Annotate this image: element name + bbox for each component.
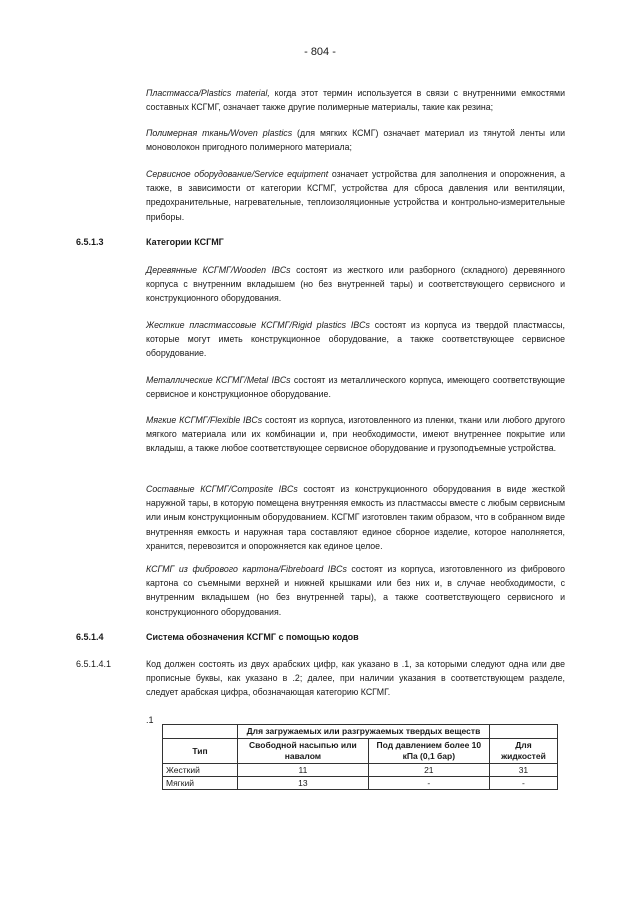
term: Составные КСГМГ/Composite IBCs bbox=[146, 484, 298, 494]
cell-pressure: 21 bbox=[368, 764, 489, 777]
cell-liquids: - bbox=[489, 777, 557, 790]
table-row bbox=[163, 764, 558, 777]
section-number: 6.5.1.4 bbox=[76, 632, 104, 642]
header-pressure: Под давлением более 10 кПа (0,1 бар) bbox=[368, 739, 489, 764]
header-liquids: Для жидкостей bbox=[489, 739, 557, 764]
cell-type: Жесткий bbox=[163, 764, 238, 777]
cell-liquids: 31 bbox=[489, 764, 557, 777]
category-fibreboard bbox=[146, 562, 565, 619]
category-flexible bbox=[146, 413, 565, 456]
category-wooden bbox=[146, 263, 565, 306]
header-solids-group: Для загружаемых или разгружаемых твердых веществ bbox=[238, 725, 490, 739]
table-marker: .1 bbox=[146, 715, 154, 725]
table-row bbox=[163, 777, 558, 790]
header-type: Тип bbox=[163, 739, 238, 764]
term: Металлические КСГМГ/Metal IBCs bbox=[146, 375, 291, 385]
header-gravity: Свободной насыпью или навалом bbox=[238, 739, 369, 764]
definition-text: состоят из корпуса, изготовленного из фибрового картона со съемными верхней и нижней крышками или без них и, в случае необходимости, с внутренним вкладышем (но без внутренней тары), а также соответствующего сервисного и конструкционного оборудования. bbox=[146, 564, 565, 617]
header-empty-cell bbox=[163, 725, 238, 739]
term: Пластмасса/Plastics material, bbox=[146, 88, 270, 98]
header-empty-cell bbox=[489, 725, 557, 739]
definition-service-equipment bbox=[146, 167, 565, 224]
term: Жесткие пластмассовые КСГМГ/Rigid plastics IBCs bbox=[146, 320, 370, 330]
term: Деревянные КСГМГ/Wooden IBCs bbox=[146, 265, 291, 275]
category-metal bbox=[146, 373, 565, 401]
subsection-text: Код должен состоять из двух арабских цифр, как указано в .1, за которыми следуют одна или две прописные буквы, как указано в .2; далее, при наличии указания в соответствующем разделе, следует арабская цифра, обозначающая категорию КСГМГ. bbox=[146, 659, 565, 698]
page-number: - 804 - bbox=[304, 46, 336, 58]
term: Полимерная ткань/Woven plastics bbox=[146, 128, 293, 138]
definition-text: состоят из корпуса из твердой пластмассы, которые могут иметь конструкционное оборудование, а также соответствующее сервисное оборудование. bbox=[146, 320, 565, 359]
definition-text: состоят из жесткого или разборного (складного) деревянного корпуса с внутренним вкладышем (но без внутренней тары) и соответствующего сервисного и конструкционного оборудования. bbox=[146, 265, 565, 304]
category-composite bbox=[146, 482, 565, 553]
cell-gravity: 11 bbox=[238, 764, 369, 777]
definition-text: означает устройства для заполнения и опорожнения, а также, в зависимости от категории КСГМГ, устройства для сброса давления или вентиляции, предохранительные, нагревательные, теплоизоляционные устройства и контрольно-измерительные приборы. bbox=[146, 169, 565, 222]
definition-text: состоят из металлического корпуса, имеющего соответствующие сервисное и конструкционное оборудование. bbox=[146, 375, 565, 400]
ibc-code-table bbox=[162, 724, 558, 790]
definition-woven-plastics bbox=[146, 126, 565, 154]
term: Сервисное оборудование/Service equipment bbox=[146, 169, 329, 179]
cell-pressure: - bbox=[368, 777, 489, 790]
section-title: Категории КСГМГ bbox=[146, 237, 224, 247]
definition-text: состоят из конструкционного оборудования в виде жесткой наружной тары, в которую помещена внутренняя емкость из пластмассы вместе с любым сервисным или иным конструкционным оборудованием. КСГМГ изготовлен таким образом, что в собранном виде внутренняя емкость и наружная тара составляют единое сборное изделие, которое наполняется, хранится, перевозится и опорожняется как единое целое. bbox=[146, 484, 566, 551]
table-header-row bbox=[163, 725, 558, 739]
section-title: Система обозначения КСГМГ с помощью кодов bbox=[146, 632, 359, 642]
term: Мягкие КСГМГ/Flexible IBCs bbox=[146, 415, 263, 425]
definition-text: (для мягких КСМГ) означает материал из тянутой ленты или моноволокон пригодного полимерного материала; bbox=[146, 128, 565, 153]
subsection-number: 6.5.1.4.1 bbox=[76, 659, 112, 669]
table-header-row bbox=[163, 739, 558, 764]
category-rigid-plastics bbox=[146, 318, 565, 361]
definition-text: когда этот термин используется в связи с внутренними емкостями составных КСГМГ, означает также другие полимерные материалы, такие как резина; bbox=[146, 88, 565, 113]
section-number: 6.5.1.3 bbox=[76, 237, 104, 247]
term: КСГМГ из фибрового картона/Fibreboard IBCs bbox=[146, 564, 347, 574]
cell-type: Мягкий bbox=[163, 777, 238, 790]
definition-text: состоят из корпуса, изготовленного из пленки, ткани или любого другого мягкого материала или их комбинации и, при необходимости, имеют внутреннее покрытие или вкладыш, а также любое соответствующее сервисное оборудование и грузоподъемные устройства. bbox=[146, 415, 565, 454]
cell-gravity: 13 bbox=[238, 777, 369, 790]
definition-plastics bbox=[146, 86, 565, 114]
